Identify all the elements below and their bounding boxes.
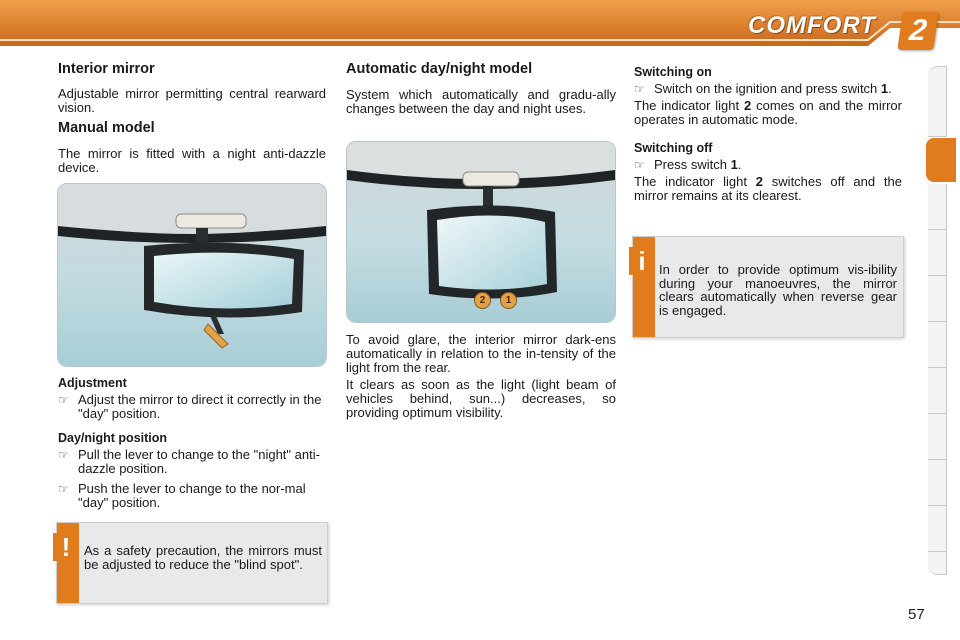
warning-icon: ! xyxy=(53,533,79,561)
info-icon: i xyxy=(629,247,655,275)
chapter-tab[interactable] xyxy=(928,230,947,276)
warning-note xyxy=(56,522,328,604)
manual-model-title: Manual model xyxy=(58,120,155,136)
adjustment-section xyxy=(58,376,326,510)
column-automatic-model xyxy=(346,62,616,116)
adjustment-title: Adjustment xyxy=(58,376,127,390)
pointing-hand-icon: ☞ xyxy=(58,482,69,496)
chapter-tab[interactable] xyxy=(928,276,947,322)
switching-on-text: The indicator light 2 comes on and the mirror operates in automatic mode. xyxy=(634,98,902,127)
chapter-title: COMFORT xyxy=(748,12,876,39)
column-switching xyxy=(634,65,902,203)
switching-off-title: Switching off xyxy=(634,141,713,155)
info-note xyxy=(632,236,904,338)
glare-text: To avoid glare, the interior mirror dark-ens automatically in relation to the in-tensity of the light from the rear. xyxy=(346,332,616,375)
pointing-hand-icon: ☞ xyxy=(634,82,645,96)
pointing-hand-icon: ☞ xyxy=(634,158,645,172)
section-title: Interior mirror xyxy=(58,61,155,77)
automatic-description xyxy=(346,333,616,420)
chapter-tab[interactable] xyxy=(928,460,947,506)
switching-off-text: The indicator light 2 switches off and the mirror remains at its clearest. xyxy=(634,174,902,203)
chapter-tab[interactable] xyxy=(928,552,947,575)
chapter-tab[interactable] xyxy=(928,66,947,104)
adjustment-bullet: ☞ Adjust the mirror to direct it correctly in the "day" position. xyxy=(58,392,322,421)
switch-1: 1 xyxy=(500,292,517,309)
chapter-tabs xyxy=(928,66,948,576)
manual-model-text: The mirror is fitted with a night anti-dazzle device. xyxy=(58,146,326,175)
pointing-hand-icon: ☞ xyxy=(58,393,69,407)
indicator-light-2: 2 xyxy=(474,292,491,309)
daynight-bullet: ☞ Push the lever to change to the nor-mal "day" position. xyxy=(58,481,306,510)
chapter-tab[interactable] xyxy=(928,414,947,460)
daynight-bullet: ☞ Pull the lever to change to the "night" anti-dazzle position. xyxy=(58,447,320,476)
chapter-tab[interactable] xyxy=(928,184,947,230)
manual-mirror-photo xyxy=(57,183,327,367)
automatic-intro: System which automatically and gradu-ally changes between the day and night uses. xyxy=(346,87,616,116)
chapter-tab-active[interactable] xyxy=(926,138,956,182)
column-interior-mirror xyxy=(58,62,326,175)
info-text: In order to provide optimum vis-ibility during your manoeuvres, the mirror clears automatically when reverse gear is engaged. xyxy=(659,262,897,318)
chapter-tab[interactable] xyxy=(928,103,947,137)
intro-text: Adjustable mirror permitting central rearward vision. xyxy=(58,86,326,115)
chapter-tab[interactable] xyxy=(928,322,947,368)
switching-on-bullet: ☞ Switch on the ignition and press switch 1. xyxy=(634,81,892,96)
chapter-tab[interactable] xyxy=(928,506,947,552)
automatic-model-title: Automatic day/night model xyxy=(346,61,533,77)
switching-off-bullet: ☞ Press switch 1. xyxy=(634,157,742,172)
page-number: 57 xyxy=(908,606,925,623)
daynight-title: Day/night position xyxy=(58,431,168,445)
chapter-number: 2 xyxy=(897,12,938,50)
chapter-tab[interactable] xyxy=(928,368,947,414)
switching-on-title: Switching on xyxy=(634,65,712,79)
warning-text: As a safety precaution, the mirrors must be adjusted to reduce the "blind spot". xyxy=(84,543,322,572)
pointing-hand-icon: ☞ xyxy=(58,448,69,462)
clears-text: It clears as soon as the light (light beam of vehicles behind, sun...) decreases, so providing optimum visibility. xyxy=(346,377,616,420)
